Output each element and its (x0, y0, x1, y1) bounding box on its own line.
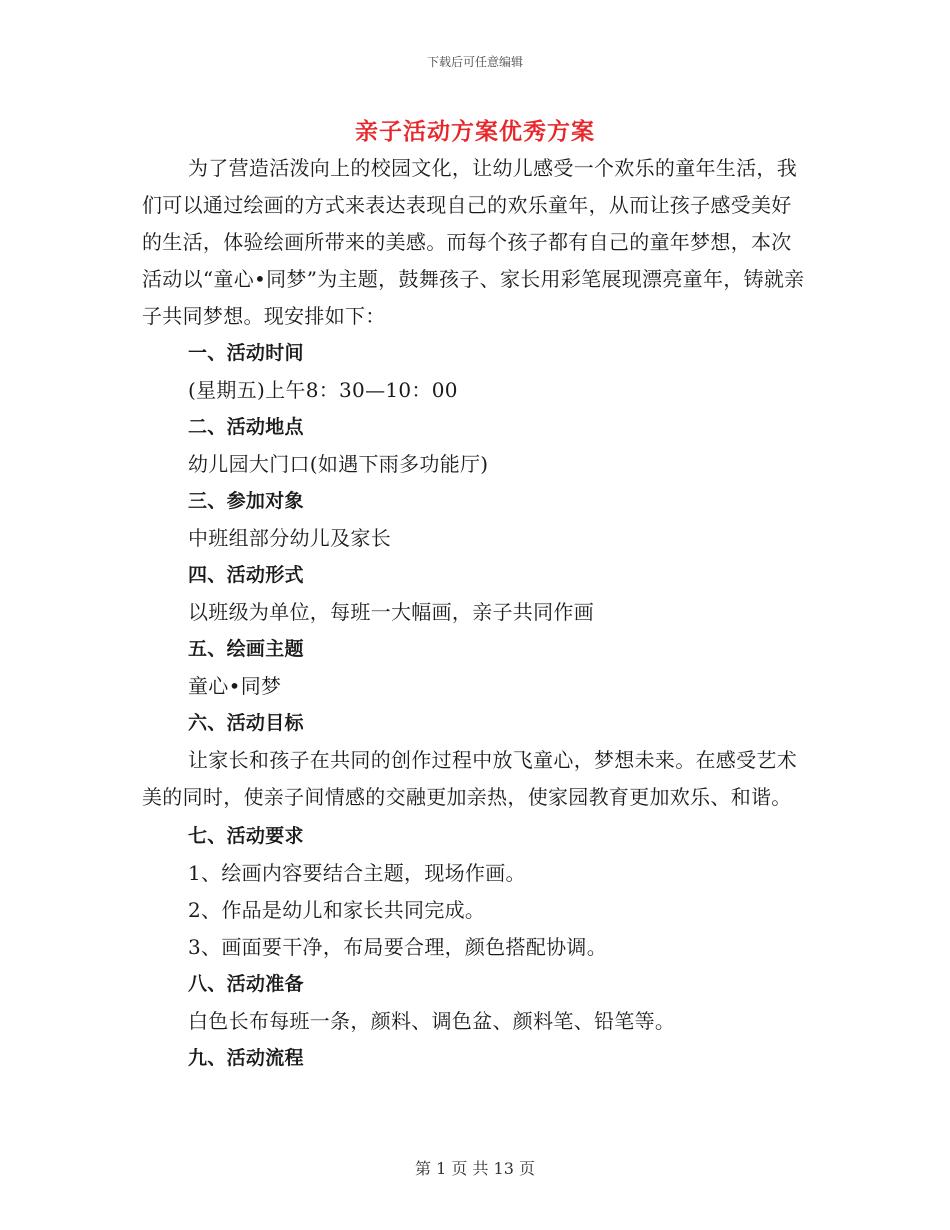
document-title: 亲子活动方案优秀方案 (355, 119, 595, 145)
section-heading-format: 四、活动形式 (188, 564, 304, 586)
section-heading-participants: 三、参加对象 (188, 490, 304, 512)
section-text-location: 幼儿园大门口(如遇下雨多功能厅) (188, 452, 489, 476)
section-text-preparation: 白色长布每班一条，颜料、调色盆、颜料笔、铅笔等。 (188, 1009, 676, 1033)
document-body (142, 150, 810, 1077)
requirement-item: 1、绘画内容要结合主题，现场作画。 (188, 861, 526, 885)
section-text-theme: 童心•同梦 (188, 674, 282, 698)
section-heading-preparation: 八、活动准备 (188, 973, 304, 995)
section-heading-requirements: 七、活动要求 (188, 825, 304, 847)
section-heading-location: 二、活动地点 (188, 416, 304, 438)
requirement-item: 2、作品是幼儿和家长共同完成。 (188, 898, 486, 922)
section-text-goals: 让家长和孩子在共同的创作过程中放飞童心，梦想未来。在感受艺术美的同时，使亲子间情感的交融更加亲热，使家园教育更加欢乐、和谐。 (142, 748, 797, 809)
section-text-participants: 中班组部分幼儿及家长 (188, 526, 391, 550)
section-heading-time: 一、活动时间 (188, 342, 304, 364)
header-note: 下载后可任意编辑 (426, 55, 523, 69)
section-text-time: (星期五)上午8：30—10：00 (188, 378, 458, 402)
page-footer: 第 1 页 共 13 页 (415, 1159, 535, 1178)
section-heading-process: 九、活动流程 (188, 1047, 304, 1069)
section-text-format: 以班级为单位，每班一大幅画，亲子共同作画 (188, 600, 594, 624)
requirement-item: 3、画面要干净，布局要合理，颜色搭配协调。 (188, 935, 608, 959)
intro-paragraph: 为了营造活泼向上的校园文化，让幼儿感受一个欢乐的童年生活，我们可以通过绘画的方式来表达表现自己的欢乐童年，从而让孩子感受美好的生活，体验绘画所带来的美感。而每个孩子都有自己的童年梦想，本次活动以“童心•同梦”为主题，鼓舞孩子、家长用彩笔展现漂亮童年，铸就亲子共同梦想。现安排如下： (142, 156, 805, 328)
section-heading-theme: 五、绘画主题 (188, 638, 304, 660)
section-heading-goals: 六、活动目标 (188, 712, 304, 734)
